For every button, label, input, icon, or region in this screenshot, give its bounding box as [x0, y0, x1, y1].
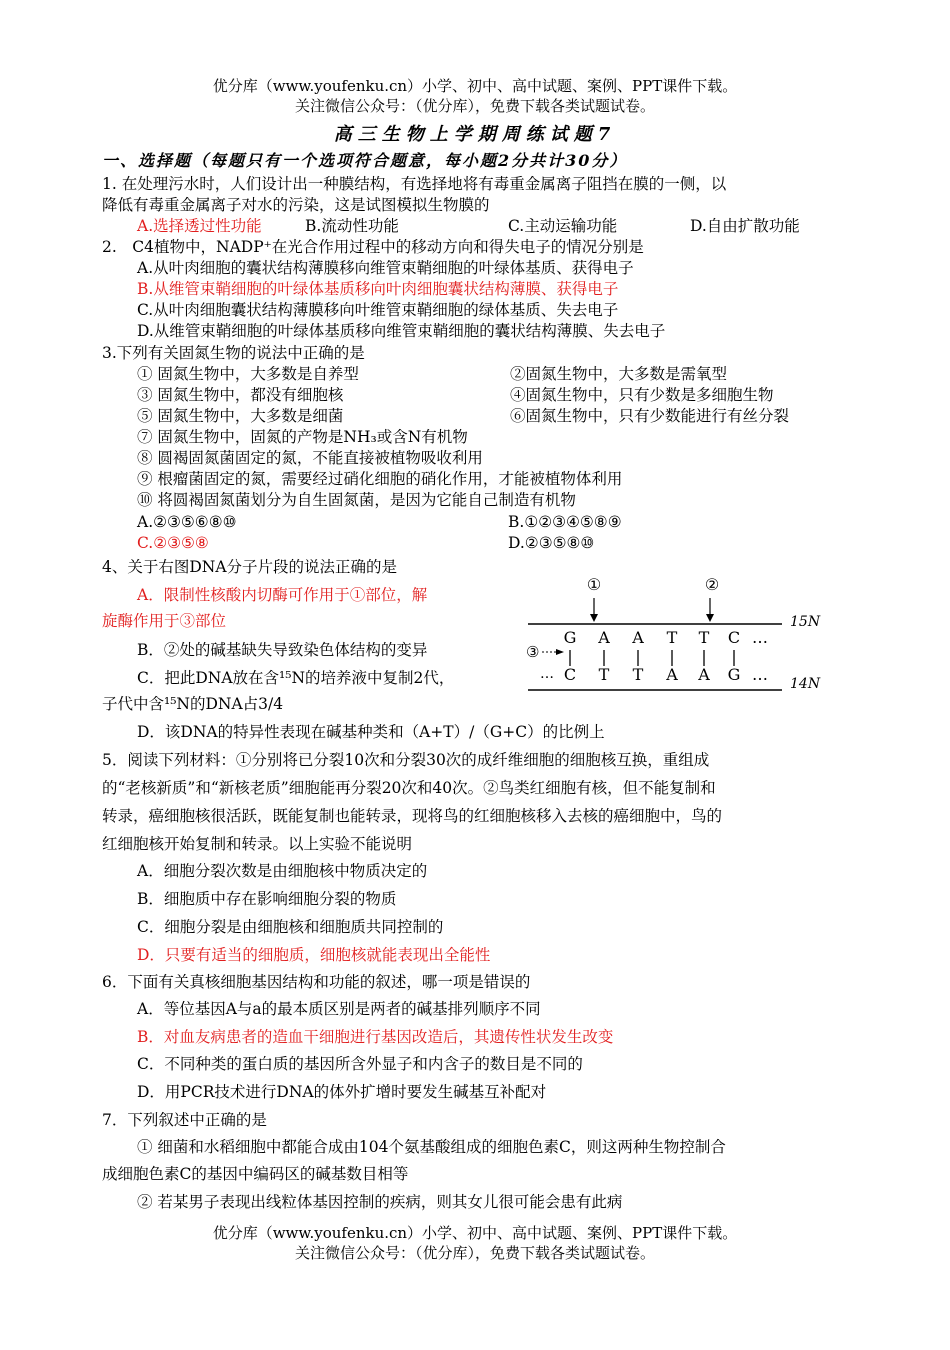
q5-stem-line4: 红细胞核开始复制和转录。以上实验不能说明 [102, 835, 413, 853]
top-base-5: T [698, 628, 710, 647]
page-title: 高三生物上学期周练试题7 [333, 124, 617, 145]
q1-option-c: C.主动运输功能 [508, 217, 618, 235]
q4-option-d: D．该DNA的特异性表现在碱基种类和（A+T）/（G+C）的比例上 [137, 723, 605, 741]
top-base-6: C [727, 628, 741, 647]
q2-option-a: A.从叶肉细胞的囊状结构薄膜移向维管束鞘细胞的叶绿体基质、获得电子 [137, 259, 634, 277]
q7-item-1-line1: ① 细菌和水稻细胞中都能合成由104个氨基酸组成的细胞色素C，则这两种生物控制合 [137, 1138, 726, 1156]
bottom-base-2: T [598, 665, 610, 684]
q2-option-c: C.从叶肉细胞囊状结构薄膜移向叶维管束鞘细胞的绿体基质、失去电子 [137, 301, 619, 319]
q5-stem-line2: 的“老核新质”和“新核老质”细胞能再分裂20次和40次。②鸟类红细胞有核，但不能复制和 [102, 779, 716, 797]
q6-option-b: B．对血友病患者的造血干细胞进行基因改造后，其遗传性状发生改变 [137, 1028, 614, 1046]
site-3-label: ③ [526, 643, 540, 661]
site-3-arrowhead [556, 649, 564, 655]
q3-item-8: ⑧ 圆褐固氮菌固定的氮，不能直接被植物吸收利用 [137, 449, 483, 467]
q4-option-b: B．②处的碱基缺失导致染色体结构的变异 [137, 641, 428, 659]
q2-option-d: D.从维管束鞘细胞的叶绿体基质移向维管束鞘细胞的囊状结构薄膜、失去电子 [137, 322, 666, 340]
q3-option-c: C.②③⑤⑧ [137, 534, 209, 552]
left-dots: … [540, 666, 554, 682]
q6-stem: 6．下面有关真核细胞基因结构和功能的叙述，哪一项是错误的 [102, 973, 531, 991]
bottom-base-3: T [632, 665, 644, 684]
bottom-base-7: … [752, 665, 768, 684]
q6-option-a: A．等位基因A与a的最本质区别是两者的碱基排列顺序不同 [137, 1000, 541, 1018]
q3-item-3: ③ 固氮生物中，都没有细胞核 [137, 386, 344, 404]
q1-stem-line2: 降低有毒重金属离子对水的污染，这是试图模拟生物膜的 [102, 196, 490, 214]
q3-item-1: ① 固氮生物中，大多数是自养型 [137, 365, 359, 383]
q5-option-b: B．细胞质中存在影响细胞分裂的物质 [137, 890, 397, 908]
footer-line-1: 优分库（www.youfenku.cn）小学、初中、高中试题、案例、PPT课件下载。 [212, 1224, 738, 1242]
footer-line-2: 关注微信公众号：（优分库），免费下载各类试题试卷。 [294, 1244, 655, 1262]
dna-fragment-figure [520, 570, 830, 700]
q2-stem: 2. C4植物中，NADP⁺在光合作用过程中的移动方向和得失电子的情况分别是 [102, 238, 644, 256]
q3-option-b: B.①②③④⑤⑧⑨ [508, 513, 622, 531]
q3-option-d: D.②③⑤⑧⑩ [508, 534, 595, 552]
top-base-7: … [752, 628, 768, 647]
top-base-3: A [632, 628, 644, 647]
q5-stem-line1: 5．阅读下列材料：①分别将已分裂10次和分裂30次的成纤维细胞的细胞核互换，重组成 [102, 751, 710, 769]
q4-option-c-line1: C．把此DNA放在含¹⁵N的培养液中复制2代， [137, 669, 455, 687]
q2-option-b: B.从维管束鞘细胞的叶绿体基质移向叶肉细胞囊状结构薄膜、获得电子 [137, 280, 619, 298]
q5-option-d: D．只要有适当的细胞质，细胞核就能表现出全能性 [137, 946, 491, 964]
q3-item-2: ②固氮生物中，大多数是需氧型 [510, 365, 728, 383]
q3-item-9: ⑨ 根瘤菌固定的氮，需要经过硝化细胞的硝化作用，才能被植物体利用 [137, 470, 623, 488]
q1-stem-line1: 1. 在处理污水时，人们设计出一种膜结构，有选择地将有毒重金属离子阻挡在膜的一侧，以 [102, 175, 727, 193]
q4-option-c-line2: 子代中含¹⁵N的DNA占3/4 [102, 695, 284, 713]
header-line-2: 关注微信公众号：（优分库），免费下载各类试题试卷。 [294, 97, 655, 115]
q4-stem: 4、关于右图DNA分子片段的说法正确的是 [102, 558, 398, 576]
q5-stem-line3: 转录，癌细胞核很活跃，既能复制也能转录，现将鸟的红细胞核移入去核的癌细胞中，鸟的 [102, 807, 723, 825]
q6-option-d: D．用PCR技术进行DNA的体外扩增时要发生碱基互补配对 [137, 1083, 547, 1101]
section-heading: 一、选择题（每题只有一个选项符合题意，每小题2分共计30分） [102, 151, 628, 170]
top-base-4: T [666, 628, 678, 647]
bottom-base-6: G [727, 665, 741, 684]
q3-item-6: ⑥固氮生物中，只有少数能进行有丝分裂 [510, 407, 790, 425]
q1-option-b: B.流动性功能 [305, 217, 399, 235]
q7-stem: 7．下列叙述中正确的是 [102, 1111, 267, 1129]
q3-option-a: A.②③⑤⑥⑧⑩ [137, 513, 237, 531]
q5-option-a: A．细胞分裂次数是由细胞核中物质决定的 [137, 862, 428, 880]
q7-item-1-line2: 成细胞色素C的基因中编码区的碱基数目相等 [102, 1165, 409, 1183]
q3-item-7: ⑦ 固氮生物中，固氮的产物是NH₃或含N有机物 [137, 428, 468, 446]
q5-option-c: C．细胞分裂是由细胞核和细胞质共同控制的 [137, 918, 444, 936]
bottom-strand-isotope-label: 14N [790, 676, 821, 692]
header-line-1: 优分库（www.youfenku.cn）小学、初中、高中试题、案例、PPT课件下载。 [212, 77, 738, 95]
q1-option-d: D.自由扩散功能 [690, 217, 800, 235]
q3-item-10: ⑩ 将圆褐固氮菌划分为自生固氮菌，是因为它能自己制造有机物 [137, 491, 576, 509]
q3-item-5: ⑤ 固氮生物中，大多数是细菌 [137, 407, 344, 425]
site-2-label: ② [704, 575, 720, 594]
q3-stem: 3.下列有关固氮生物的说法中正确的是 [102, 344, 365, 362]
q3-item-4: ④固氮生物中，只有少数是多细胞生物 [510, 386, 774, 404]
top-base-1: G [563, 628, 577, 647]
top-strand-isotope-label: 15N [790, 614, 821, 630]
site-1-label: ① [586, 575, 602, 594]
q1-option-a: A.选择透过性功能 [137, 217, 262, 235]
site-2-arrowhead [706, 614, 714, 622]
q7-item-2: ② 若某男子表现出线粒体基因控制的疾病，则其女儿很可能会患有此病 [137, 1193, 623, 1211]
site-1-arrowhead [590, 614, 598, 622]
q6-option-c: C．不同种类的蛋白质的基因所含外显子和内含子的数目是不同的 [137, 1055, 583, 1073]
q4-option-a-line1: A．限制性核酸内切酶可作用于①部位，解 [137, 586, 428, 604]
bottom-base-5: A [698, 665, 710, 684]
top-base-2: A [598, 628, 610, 647]
bottom-base-4: A [666, 665, 678, 684]
q4-option-a-line2: 旋酶作用于③部位 [102, 612, 227, 630]
bottom-base-1: C [563, 665, 577, 684]
